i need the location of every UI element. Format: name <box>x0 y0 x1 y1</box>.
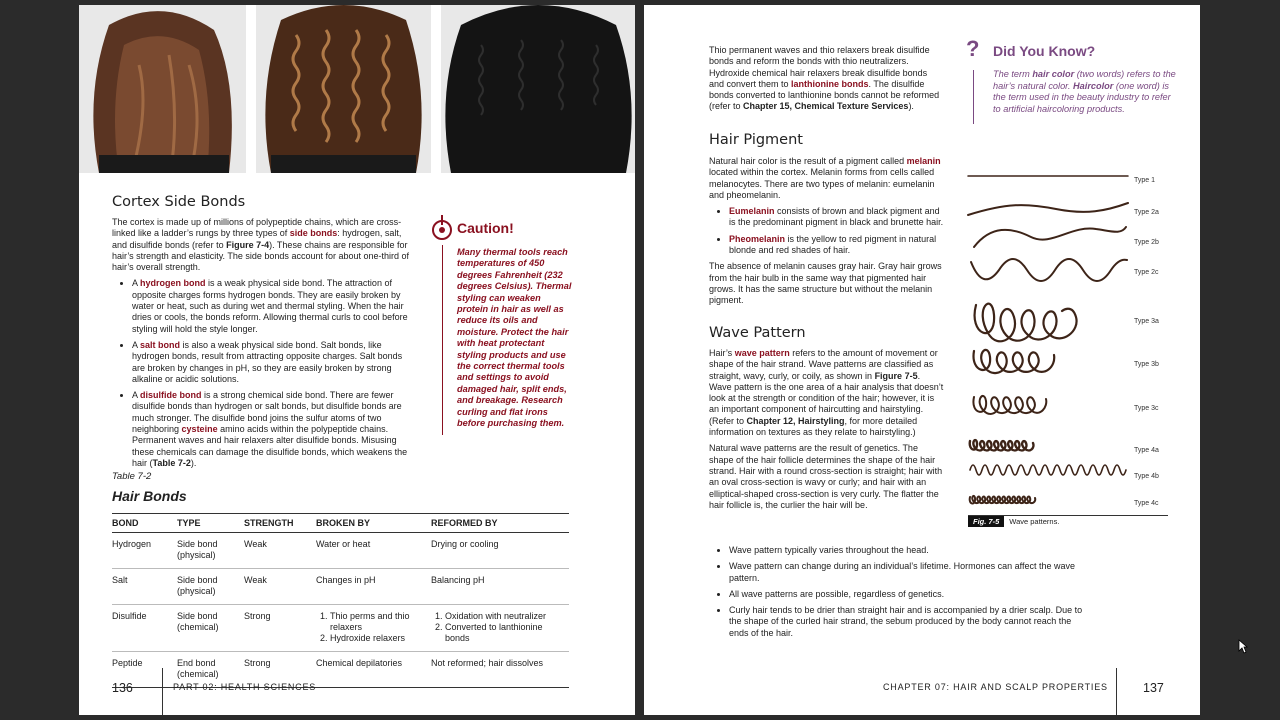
wave-bullet-list <box>709 545 1084 639</box>
hair-photo-curly <box>256 5 431 173</box>
table-cell <box>316 605 431 652</box>
list-item: • All wave patterns are possible, regardless of genetics. <box>729 589 1084 600</box>
cortex-body <box>112 217 417 474</box>
wave-label: Type 4b <box>1134 473 1159 480</box>
table-cell <box>431 605 569 652</box>
table-header: STRENGTH <box>244 514 316 533</box>
table-cell: Weak <box>244 533 316 569</box>
pigment-bullet-list <box>709 206 944 256</box>
list-item: • Wave pattern typically varies throughout the head. <box>729 545 1084 556</box>
page-number: 137 <box>1143 681 1164 695</box>
table-cell: Changes in pH <box>316 569 431 605</box>
did-you-know-rule <box>973 70 974 124</box>
table-cell: End bond (chemical) <box>177 652 244 688</box>
table-cell: Chemical depilatories <box>316 652 431 688</box>
table-header: TYPE <box>177 514 244 533</box>
table-header: BOND <box>112 514 177 533</box>
wave-label: Type 3a <box>1134 318 1159 325</box>
table-cell: Disulfide <box>112 605 177 652</box>
paragraph: Hair’s wave pattern refers to the amount of movement or shape of the hair strand. Wave patterns are classified as straight, wavy, curly, or coily, as shown in Figure 7-5. Wave pattern is the one area of a hair analysis that doesn’t look at the strength or condition of the hair; however, it is an important component of haircutting and hairstyling. (Refer to Chapter 12, Hairstyling, for more detailed information on textures as they relate to hairstyling.) <box>709 348 944 438</box>
table-header: BROKEN BY <box>316 514 431 533</box>
table-cell: Strong <box>244 652 316 688</box>
wave-label: Type 1 <box>1134 177 1156 184</box>
table-cell: Side bond (physical) <box>177 569 244 605</box>
table-cell: Not reformed; hair dissolves <box>431 652 569 688</box>
right-intro <box>709 45 944 118</box>
list-item: • Eumelanin consists of brown and black pigment and is the predominant pigment in black and brunette hair. <box>729 206 944 229</box>
mouse-cursor-icon <box>1238 639 1248 654</box>
hair-bonds-table <box>112 513 569 688</box>
paragraph: Thio permanent waves and thio relaxers break disulfide bonds and reform the bonds with thio neutralizers. Hydroxide chemical hair relaxers break disulfide bonds and convert them to lanthionine bonds. The disulfide bonds converted to lanthionine bonds cannot be reformed (refer to Chapter 15, Chemical Texture Services). <box>709 45 940 112</box>
list-item: • A disulfide bond is a strong chemical side bond. There are fewer disulfide bonds than hydrogen or salt bonds, but disulfide bonds are much stronger. The disulfide bond joins the sulfur atoms of two neighboring cysteine amino acids within the polypeptide chains. Permanent waves and hair relaxers alter disulfide bonds. Misusing these chemicals can damage the disulfide bonds, which weakens the hair (Table 7-2). <box>132 390 417 469</box>
wave-body <box>709 348 944 516</box>
section-title-cortex: Cortex Side Bonds <box>112 194 246 210</box>
wave-label: Type 2c <box>1134 269 1159 276</box>
list-item: • Wave pattern can change during an individual’s lifetime. Hormones can affect the wave pattern. <box>729 561 1084 584</box>
wave-label: Type 4a <box>1134 447 1159 454</box>
figure-caption <box>968 516 1059 527</box>
hair-photo-wavy <box>79 5 246 173</box>
table-title: Hair Bonds <box>112 488 187 504</box>
cortex-intro: The cortex is made up of millions of polypeptide chains, which are cross-linked like a ladder’s rungs by three types of side bonds: hydrogen, salt, and disulfide bonds (refer to Figure 7-4). These chains are responsible for hair’s strength and elasticity. The side bonds account for about one-third of hair’s overall strength. <box>112 217 410 273</box>
left-page <box>79 5 635 715</box>
list-item: 2. Converted to lanthionine bonds <box>445 622 569 644</box>
list-item: 2. Hydroxide relaxers <box>330 633 431 644</box>
bond-bullet-list <box>112 278 417 469</box>
did-you-know-text: The term hair color (two words) refers to the hair’s natural color. Haircolor (one word) is the term used in the beauty industry to refer to artificial haircoloring products. <box>993 69 1176 114</box>
caution-title: Caution! <box>457 220 514 236</box>
figure-tag: Fig. 7-5 <box>968 516 1004 527</box>
did-you-know-title: Did You Know? <box>993 43 1096 59</box>
table-cell: Salt <box>112 569 177 605</box>
pigment-body <box>709 156 944 312</box>
footer-label: CHAPTER 07: HAIR AND SCALP PROPERTIES <box>883 682 1108 692</box>
list-item: 1. Oxidation with neutralizer <box>445 611 569 622</box>
wave-label: Type 2a <box>1134 209 1159 216</box>
caution-rule <box>442 245 443 435</box>
table-cell: Peptide <box>112 652 177 688</box>
table-row <box>112 569 569 605</box>
caution-text: Many thermal tools reach temperatures of 450 degrees Fahrenheit (232 degrees Celsius). Thermal styling can weaken protein in hair as well as reduce its oils and moisture. Protect the hair with heat protectant styling products and use the correct thermal tools and settings to avoid damaged hair, split ends, and breakage. Research curling and flat irons before purchasing them. <box>457 247 572 429</box>
table-cell: Weak <box>244 569 316 605</box>
wave-label: Type 4c <box>1134 500 1159 507</box>
list-item: • Curly hair tends to be drier than straight hair and is accompanied by a drier scalp. Due to the shape of the curled hair strand, the sebum produced by the body cannot reach the ends of the hair. <box>729 605 1084 639</box>
table-row <box>112 605 569 652</box>
wave-label: Type 3c <box>1134 405 1159 412</box>
page-number: 136 <box>112 681 133 695</box>
question-mark-icon: ? <box>966 36 980 61</box>
list-item: • A hydrogen bond is a weak physical side bond. The attraction of opposite charges forms hydrogen bonds. They are easily broken by water or heat, such as during wet and thermal styling. When the hair dries or cools, the bonds reform. Allowing thermal curls to cool before styling will hold the style longer. <box>132 278 417 334</box>
right-page <box>644 5 1200 715</box>
section-title-pigment: Hair Pigment <box>709 132 803 148</box>
paragraph: Natural wave patterns are the result of genetics. The shape of the hair follicle determines the shape of the hair strand. Hair with a round cross-section is straight; hair with an oval cross-section is wavy or curly; and hair with an elliptical-shaped cross-section is very curly. The flatter the hair follicle is, the curlier the hair will be. <box>709 443 943 510</box>
list-item: • A salt bond is also a weak physical side bond. Salt bonds, like hydrogen bonds, result from attracting opposite charges. Salt bonds are broken by changes in pH, so they are easily broken by strong alkaline or acidic solutions. <box>132 340 417 385</box>
wave-label: Type 2b <box>1134 239 1159 246</box>
table-header: REFORMED BY <box>431 514 569 533</box>
wave-label: Type 3b <box>1134 361 1159 368</box>
list-item: • Pheomelanin is the yellow to red pigment in natural blonde and red shades of hair. <box>729 234 944 257</box>
table-header-row <box>112 514 569 533</box>
paragraph: Natural hair color is the result of a pigment called melanin located within the cortex. Melanin forms from cells called melanocytes. There are two types of melanin: eumelanin and pheomelanin. <box>709 156 941 200</box>
hair-photo-coily <box>441 5 635 173</box>
footer-rule <box>162 668 163 715</box>
table-cell: Side bond (physical) <box>177 533 244 569</box>
table-cell: Balancing pH <box>431 569 569 605</box>
footer-label: PART 02: HEALTH SCIENCES <box>173 682 317 692</box>
table-number: Table 7-2 <box>112 471 152 482</box>
wave-bullets <box>709 545 1084 644</box>
table-row <box>112 533 569 569</box>
table-cell: Hydrogen <box>112 533 177 569</box>
figure-caption-text: Wave patterns. <box>1009 517 1060 526</box>
wave-pattern-illustration <box>966 165 1132 510</box>
caution-icon <box>431 215 453 241</box>
section-title-wave: Wave Pattern <box>709 325 806 341</box>
wave-pattern-figure <box>966 165 1172 535</box>
footer-rule <box>1116 668 1117 715</box>
table-cell: Strong <box>244 605 316 652</box>
table-cell: Water or heat <box>316 533 431 569</box>
table-cell: Side bond (chemical) <box>177 605 244 652</box>
list-item: 1. Thio perms and thio relaxers <box>330 611 431 633</box>
paragraph: The absence of melanin causes gray hair. Gray hair grows from the hair bulb in the same way that pigmented hair grows. It has the same structure but without the melanin pigment. <box>709 261 942 306</box>
table-cell: Drying or cooling <box>431 533 569 569</box>
